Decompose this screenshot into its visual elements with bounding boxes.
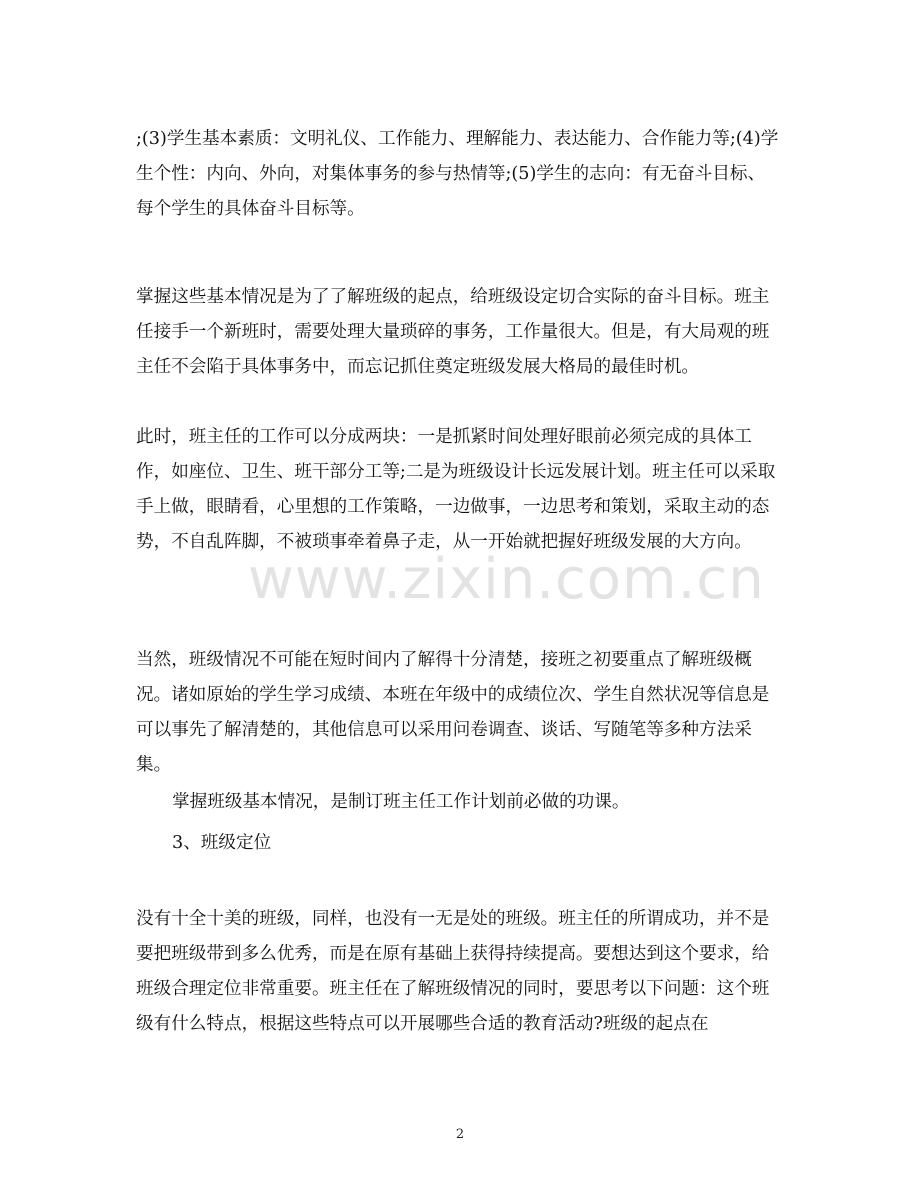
page-number: 2 xyxy=(455,1127,465,1142)
paragraph-class-positioning: 没有十全十美的班级，同样，也没有一无是处的班级。班主任的所谓成功，并不是要把班级带到多么优秀，而是在原有基础上获得持续提高。要想达到这个要求，给班级合理定位非常重要。班主任在了解班级情况的同时，要思考以下问题：这个班级有什么特点，根据这些特点可以开展哪些合适的教育活动?班级的起点在 xyxy=(136,909,770,1034)
watermark-text: www.zixin.com.cn xyxy=(248,547,765,612)
paragraph-class-overview: 当然，班级情况不可能在短时间内了解得十分清楚，接班之初要重点了解班级概况。诸如原始的学生学习成绩、本班在年级中的成绩位次、学生自然状况等信息是可以事先了解清楚的，其他信息可以采用问卷调查、谈话、写随笔等多种方法采集。 xyxy=(136,650,770,775)
paragraph-homework-summary: 掌握班级基本情况，是制订班主任工作计划前必做的功课。 xyxy=(172,792,630,812)
paragraph-student-qualities: ;(3)学生基本素质：文明礼仪、工作能力、理解能力、表达能力、合作能力等;(4)学生个性：内向、外向，对集体事务的参与热情等;(5)学生的志向：有无奋斗目标、每个学生的具体奋斗目标等。 xyxy=(136,129,779,219)
paragraph-work-division: 此时，班主任的工作可以分成两块：一是抓紧时间处理好眼前必须完成的具体工作，如座位、卫生、班干部分工等;二是为班级设计长远发展计划。班主任可以采取手上做，眼睛看，心里想的工作策略，一边做事，一边思考和策划，采取主动的态势，不自乱阵脚，不被琐事牵着鼻子走，从一开始就把握好班级发展的大方向。 xyxy=(136,427,776,552)
section-heading-class-positioning: 3、班级定位 xyxy=(172,833,272,853)
paragraph-basic-situation: 掌握这些基本情况是为了了解班级的起点，给班级设定切合实际的奋斗目标。班主任接手一个新班时，需要处理大量琐碎的事务，工作量很大。但是，有大局观的班主任不会陷于具体事务中，而忘记抓住奠定班级发展大格局的最佳时机。 xyxy=(136,287,770,377)
